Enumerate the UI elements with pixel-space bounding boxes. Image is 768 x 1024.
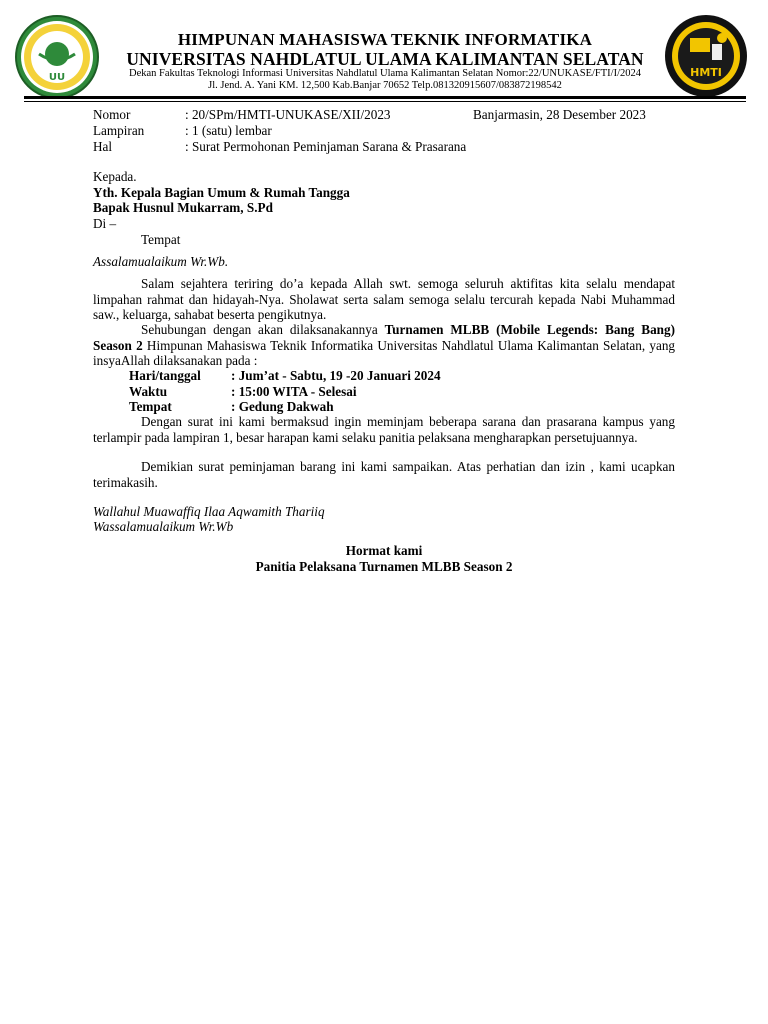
- event-name: Turnamen MLBB (Mobile Legends: Bang Bang) Season 2: [93, 322, 675, 353]
- paragraph-2-intro: Sehubungan dengan akan dilaksanakannya: [141, 322, 385, 337]
- schedule-row: [93, 384, 675, 400]
- schedule-row: [93, 368, 675, 384]
- schedule-label: Hari/tanggal: [129, 368, 201, 383]
- paragraph-2-rest: Himpunan Mahasiswa Teknik Informatika Universitas Nahdlatul Ulama Kalimantan Selatan, yang insyaAllah dilaksanakan pada :: [93, 337, 676, 369]
- schedule: [93, 368, 675, 415]
- signature-committee: Panitia Pelaksana Turnamen MLBB Season 2: [255, 559, 513, 574]
- header-divider-thin: [24, 101, 746, 102]
- schedule-row: [93, 399, 675, 415]
- letter-meta: [93, 107, 646, 155]
- paragraph-2: [93, 322, 675, 369]
- lampiran-value: : 1 (satu) lembar: [185, 123, 272, 138]
- paragraph-1: Salam sejahtera teriring do’a kepada Allah swt. semoga seluruh aktifitas kita selalu mendapat limpahan rahmat dan hidayah-Nya. Sholawat serta salam semoga selalu tercurah kepada Nabi Muhammad saw., keluarga, sahabat beserta pengikutnya.: [93, 276, 675, 323]
- place-date: Banjarmasin, 28 Desember 2023: [473, 107, 646, 122]
- schedule-value: : Jum’at - Sabtu, 19 -20 Januari 2024: [231, 368, 441, 383]
- hmti-logo-text: HMTI: [690, 66, 722, 79]
- hal-value: : Surat Permohonan Peminjaman Sarana & Prasarana: [185, 139, 467, 154]
- letterhead-decree: Dekan Fakultas Teknologi Informasi Universitas Nahdlatul Ulama Kalimantan Selatan Nomor:22/UNUKASE/FTI/I/2024: [128, 68, 642, 79]
- header-divider-thick: [24, 96, 746, 99]
- lampiran-label: Lampiran: [93, 123, 145, 138]
- letterhead-university: UNIVERSITAS NAHDLATUL ULAMA KALIMANTAN SELATAN: [126, 49, 644, 69]
- di-line: Di –: [93, 215, 117, 231]
- university-logo: [14, 14, 100, 100]
- letterhead-org: HIMPUNAN MAHASISWA TEKNIK INFORMATIKA: [177, 30, 593, 49]
- recipient-title: Yth. Kepala Bagian Umum & Rumah Tangga: [93, 184, 350, 200]
- greeting: Assalamualaikum Wr.Wb.: [93, 254, 229, 269]
- hmti-logo: [664, 14, 748, 98]
- recipient-name: Bapak Husnul Mukarram, S.Pd: [93, 200, 273, 216]
- recipient-block: [93, 169, 675, 248]
- signature-greeting: Hormat kami: [345, 543, 423, 558]
- schedule-value: : Gedung Dakwah: [231, 399, 334, 415]
- hal-label: Hal: [93, 139, 113, 154]
- nomor-label: Nomor: [93, 107, 131, 122]
- schedule-label: Tempat: [129, 399, 172, 415]
- paragraph-3: Dengan surat ini kami bermaksud ingin meminjam beberapa sarana dan prasarana kampus yang terlampir pada lampiran 1, besar harapan kami selaku panitia pelaksana mengharapkan persetujuannya.: [93, 414, 675, 445]
- tempat-line: Tempat: [141, 232, 181, 248]
- closing-salam: Wassalamualaikum Wr.Wb: [93, 519, 234, 534]
- svg-text:UU: UU: [48, 72, 66, 83]
- closing-prayer: Wallahul Muawaffiq Ilaa Aqwamith Thariiq: [93, 504, 325, 519]
- letterhead-address: Jl. Jend. A. Yani KM. 12,500 Kab.Banjar 70652 Telp.081320915607/083872198542: [208, 80, 562, 91]
- kepada: Kepada.: [93, 169, 137, 184]
- nomor-value: : 20/SPm/HMTI-UNUKASE/XII/2023: [185, 107, 391, 122]
- schedule-label: Waktu: [129, 383, 168, 399]
- schedule-value: : 15:00 WITA - Selesai: [231, 383, 357, 399]
- paragraph-4: Demikian surat peminjaman barang ini kami sampaikan. Atas perhatian dan izin , kami ucapkan terimakasih.: [93, 459, 675, 490]
